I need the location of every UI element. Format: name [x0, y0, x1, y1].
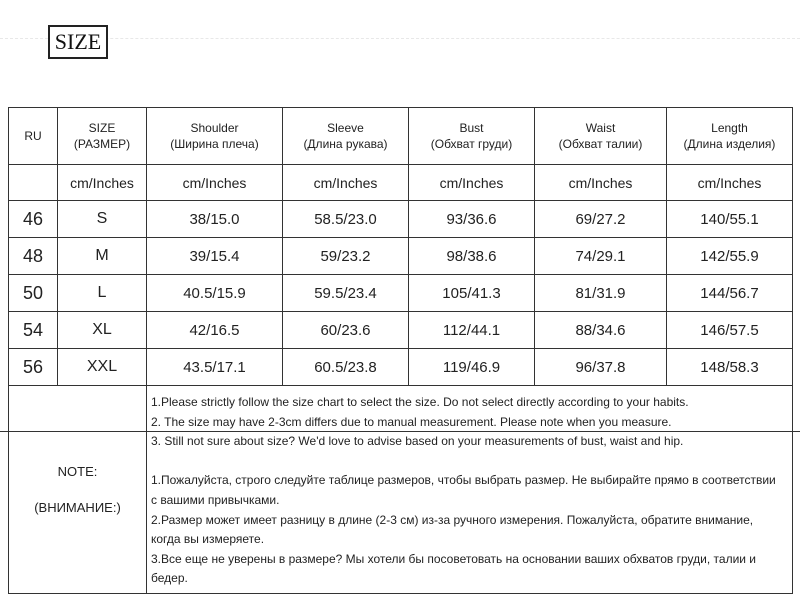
ru-size-cell: 54 — [9, 312, 58, 349]
header-length — [667, 108, 793, 165]
units-ru-empty — [9, 165, 58, 201]
note-line-ru: 3.Все еще не уверены в размере? Мы хотели бы посоветовать на основании ваших обхватов груди, талии и бедер. — [151, 551, 757, 586]
sleeve-cell: 59.5/23.4 — [283, 275, 409, 312]
sleeve-cell: 59/23.2 — [283, 238, 409, 275]
waist-cell: 81/31.9 — [535, 275, 667, 312]
ru-size-cell: 56 — [9, 349, 58, 386]
length-cell: 146/57.5 — [667, 312, 793, 349]
note-line-ru: с вашими привычками. — [151, 492, 280, 507]
notes-text-cell — [147, 386, 793, 594]
bust-cell: 98/38.6 — [409, 238, 535, 275]
sleeve-cell: 58.5/23.0 — [283, 201, 409, 238]
sleeve-cell: 60.5/23.8 — [283, 349, 409, 386]
bust-cell: 112/44.1 — [409, 312, 535, 349]
note-line-ru: 1.Пожалуйста, строго следуйте таблице размеров, чтобы выбрать размер. Не выбирайте прямо в соответствии — [151, 473, 776, 488]
header-shoulder-ru: (Ширина плеча) — [170, 137, 259, 151]
units-cell: cm/Inches — [147, 165, 283, 201]
size-cell: S — [58, 201, 147, 238]
length-cell: 142/55.9 — [667, 238, 793, 275]
size-cell: XXL — [58, 349, 147, 386]
ru-size-cell: 46 — [9, 201, 58, 238]
size-cell: L — [58, 275, 147, 312]
header-shoulder — [147, 108, 283, 165]
note-line-ru: когда вы измеряете. — [151, 532, 265, 547]
units-cell: cm/Inches — [535, 165, 667, 201]
waist-cell: 88/34.6 — [535, 312, 667, 349]
ru-size-cell: 48 — [9, 238, 58, 275]
table-row — [9, 349, 793, 386]
header-sleeve-en: Sleeve — [327, 121, 364, 135]
waist-cell: 69/27.2 — [535, 201, 667, 238]
header-bust-en: Bust — [459, 121, 484, 135]
note-row — [9, 386, 793, 594]
header-shoulder-en: Shoulder — [190, 121, 239, 135]
header-waist — [535, 108, 667, 165]
note-line-ru: 2.Размер может имеет разницу в длине (2-3 см) из-за ручного измерения. Пожалуйста, обратите внимание, — [151, 512, 754, 527]
table-row — [9, 238, 793, 275]
header-row — [9, 108, 793, 165]
units-cell: cm/Inches — [283, 165, 409, 201]
header-ru: RU — [9, 108, 58, 165]
header-length-en: Length — [711, 121, 748, 135]
length-cell: 140/55.1 — [667, 201, 793, 238]
units-cell: cm/Inches — [58, 165, 147, 201]
header-length-ru: (Длина изделия) — [683, 137, 776, 151]
table-row — [9, 201, 793, 238]
bust-cell: 93/36.6 — [409, 201, 535, 238]
note-label: NOTE: — [57, 463, 98, 479]
size-chart-table — [8, 107, 793, 594]
note-label-ru: (ВНИМАНИЕ:) — [34, 499, 121, 515]
size-cell: XL — [58, 312, 147, 349]
header-size — [58, 108, 147, 165]
waist-cell: 74/29.1 — [535, 238, 667, 275]
shoulder-cell: 39/15.4 — [147, 238, 283, 275]
overlay-divider-line — [0, 431, 800, 432]
note-line-en: 3. Still not sure about size? We'd love to advise based on your measurements of bust, waist and hip. — [151, 434, 684, 449]
shoulder-cell: 40.5/15.9 — [147, 275, 283, 312]
units-cell: cm/Inches — [409, 165, 535, 201]
size-badge: SIZE — [48, 25, 108, 59]
size-cell: M — [58, 238, 147, 275]
bust-cell: 119/46.9 — [409, 349, 535, 386]
sleeve-cell: 60/23.6 — [283, 312, 409, 349]
top-dashed-rule — [0, 38, 800, 39]
length-cell: 148/58.3 — [667, 349, 793, 386]
length-cell: 144/56.7 — [667, 275, 793, 312]
header-waist-ru: (Обхват талии) — [558, 137, 643, 151]
note-line-en: 1.Please strictly follow the size chart to select the size. Do not select directly according to your habits. — [151, 395, 689, 409]
units-row — [9, 165, 793, 201]
header-sleeve — [283, 108, 409, 165]
shoulder-cell: 43.5/17.1 — [147, 349, 283, 386]
header-size-ru: (РАЗМЕР) — [73, 137, 131, 151]
shoulder-cell: 42/16.5 — [147, 312, 283, 349]
bust-cell: 105/41.3 — [409, 275, 535, 312]
header-waist-en: Waist — [585, 121, 616, 135]
note-label-cell — [9, 386, 147, 594]
header-size-en: SIZE — [88, 121, 116, 135]
header-bust-ru: (Обхват груди) — [430, 137, 513, 151]
header-sleeve-ru: (Длина рукава) — [303, 137, 388, 151]
ru-size-cell: 50 — [9, 275, 58, 312]
table-row — [9, 312, 793, 349]
shoulder-cell: 38/15.0 — [147, 201, 283, 238]
units-cell: cm/Inches — [667, 165, 793, 201]
table-row — [9, 275, 793, 312]
note-line-en: 2. The size may have 2-3cm differs due to manual measurement. Please note when you measure. — [151, 414, 672, 429]
header-bust — [409, 108, 535, 165]
waist-cell: 96/37.8 — [535, 349, 667, 386]
